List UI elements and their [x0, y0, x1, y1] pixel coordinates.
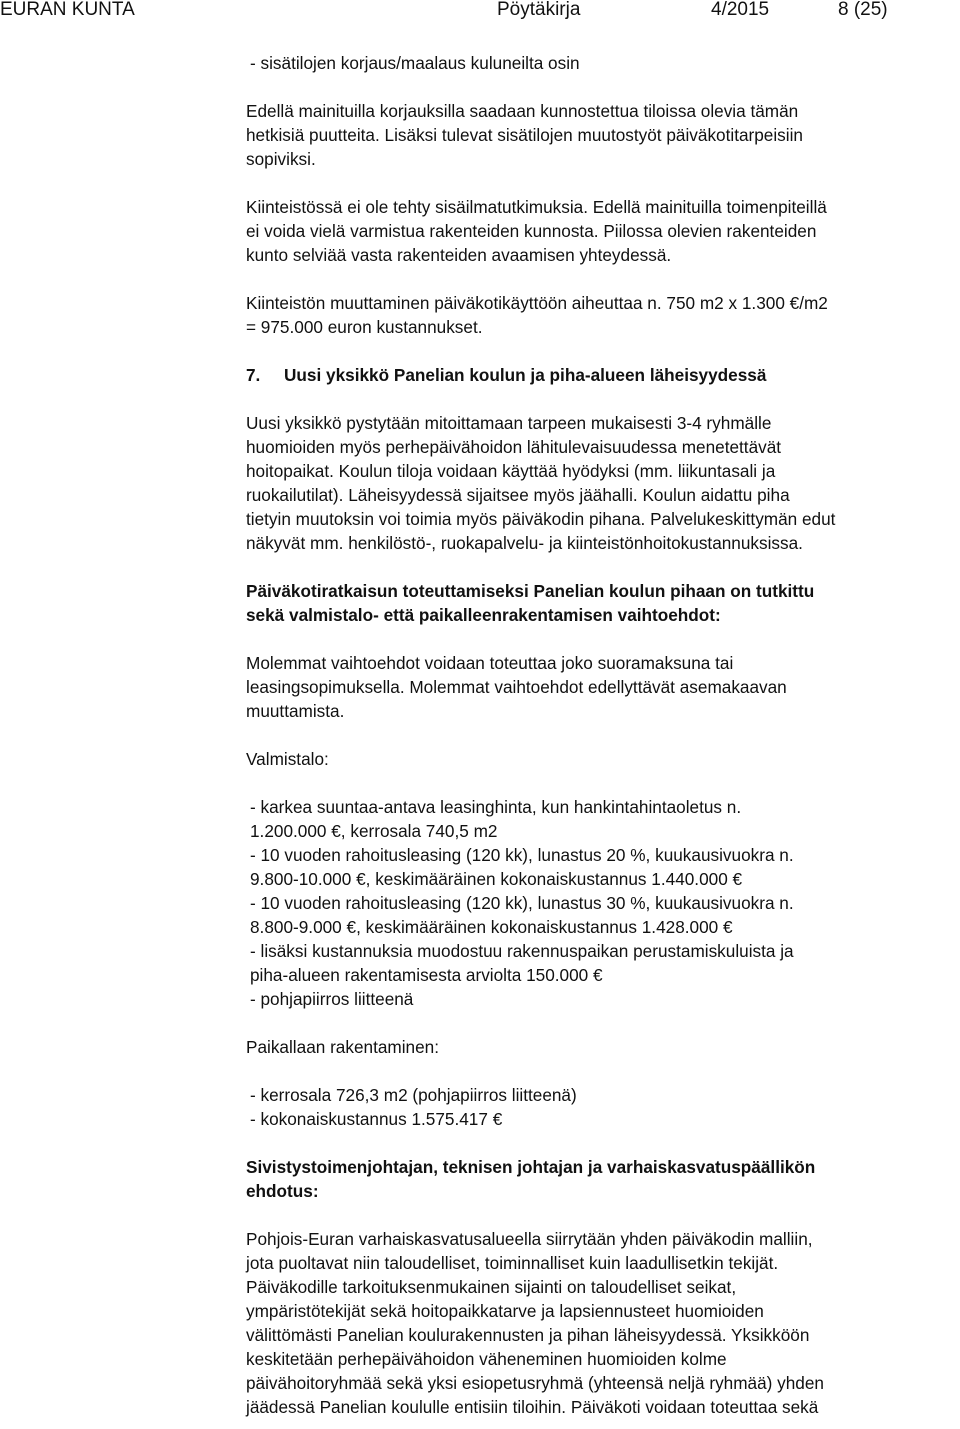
text-line: Kiinteistön muuttaminen päiväkotikäyttöön aiheuttaa n. 750 m2 x 1.300 €/m2: [246, 293, 828, 313]
list-item: - karkea suuntaa-antava leasinghinta, kun hankintahintaoletus n.: [250, 797, 742, 817]
list-item: - 10 vuoden rahoitusleasing (120 kk), lunastus 30 %, kuukausivuokra n.: [250, 893, 794, 913]
text-line: ei voida vielä varmistua rakenteiden kunnosta. Piilossa olevien rakenteiden: [246, 221, 817, 241]
header-organization: EURAN KUNTA: [0, 0, 135, 20]
heading-proposal: [246, 1155, 960, 1203]
text-line: jota puoltavat niin taloudelliset, toiminnalliset kuin laadullisetkin tekijät.: [246, 1253, 779, 1273]
list-item: - lisäksi kustannuksia muodostuu rakennuspaikan perustamiskuluista ja: [250, 941, 794, 961]
header-page-number: 8 (25): [838, 0, 888, 20]
document-body: [246, 51, 960, 1419]
text-line: Päiväkodille tarkoituksenmukainen sijainti on taloudelliset seikat,: [246, 1277, 737, 1297]
list-item: piha-alueen rakentamisesta arviolta 150.000 €: [250, 965, 603, 985]
paragraph-proposal: [246, 1227, 960, 1419]
text-line: leasingsopimuksella. Molemmat vaihtoehdot edellyttävät asemakaavan: [246, 677, 787, 697]
text-line: huomioiden myös perhepäivähoidon lähitulevaisuudessa menetettävät: [246, 437, 782, 457]
heading-line: Päiväkotiratkaisun toteuttamiseksi Panelian koulun pihaan on tutkittu: [246, 581, 815, 601]
list-item: - kokonaiskustannus 1.575.417 €: [250, 1109, 503, 1129]
list-item: 1.200.000 €, kerrosala 740,5 m2: [250, 821, 498, 841]
text-line: tietyin muutoksin voi toimia myös päiväkodin pihana. Palvelukeskittymän edut: [246, 509, 836, 529]
heading-alternatives: [246, 579, 960, 627]
heading-line: Sivistystoimenjohtajan, teknisen johtajan ja varhaiskasvatuspäällikön: [246, 1157, 816, 1177]
text-line: Pohjois-Euran varhaiskasvatusalueella siirrytään yhden päiväkodin malliin,: [246, 1229, 813, 1249]
text-line: Edellä mainituilla korjauksilla saadaan kunnostettua tiloissa olevia tämän: [246, 101, 799, 121]
list-item: - kerrosala 726,3 m2 (pohjapiirros liitteenä): [250, 1085, 577, 1105]
header-document-number: 4/2015: [711, 0, 770, 20]
text-line: sopiviksi.: [246, 149, 316, 169]
section-title: Uusi yksikkö Panelian koulun ja piha-alueen läheisyydessä: [284, 365, 767, 385]
text-line: näkyvät mm. henkilöstö-, ruokapalvelu- ja kiinteistönhoitokustannuksissa.: [246, 533, 803, 553]
paragraph-indoor-air: [246, 195, 960, 267]
text-line: hetkisiä puutteita. Lisäksi tulevat sisätilojen muutostyöt päiväkotitarpeisiin: [246, 125, 803, 145]
list-item: - 10 vuoden rahoitusleasing (120 kk), lunastus 20 %, kuukausivuokra n.: [250, 845, 794, 865]
paragraph-repairs: [246, 99, 960, 171]
text-line: hoitopaikat. Koulun tiloja voidaan käyttää hyödyksi (mm. liikuntasali ja: [246, 461, 776, 481]
list-item: 8.800-9.000 €, keskimääräinen kokonaiskustannus 1.428.000 €: [250, 917, 733, 937]
heading-line: sekä valmistalo- että paikalleenrakentamisen vaihtoehdot:: [246, 605, 721, 625]
list-item: - sisätilojen korjaus/maalaus kuluneilta osin: [250, 53, 580, 73]
text-line: keskitetään perhepäivähoidon väheneminen huomioiden kolme: [246, 1349, 727, 1369]
text-line: kunto selviää vasta rakenteiden avaamisen yhteydessä.: [246, 245, 672, 265]
label-valmistalo: Valmistalo:: [246, 749, 329, 769]
text-line: Kiinteistössä ei ole tehty sisäilmatutkimuksia. Edellä mainituilla toimenpiteillä: [246, 197, 827, 217]
header-document-type: Pöytäkirja: [497, 0, 581, 20]
text-line: Uusi yksikkö pystytään mitoittamaan tarpeen mukaisesti 3-4 ryhmälle: [246, 413, 772, 433]
text-line: jäädessä Panelian koululle entisiin tiloihin. Päiväkoti voidaan toteuttaa sekä: [246, 1397, 819, 1417]
text-line: Molemmat vaihtoehdot voidaan toteuttaa joko suoramaksuna tai: [246, 653, 734, 673]
list-item: 9.800-10.000 €, keskimääräinen kokonaiskustannus 1.440.000 €: [250, 869, 743, 889]
paragraph-both-options: [246, 651, 960, 723]
label-paikallaan: Paikallaan rakentaminen:: [246, 1037, 439, 1057]
paragraph-conversion-cost: [246, 291, 960, 339]
page-header: [0, 0, 960, 24]
text-line: ruokailutilat). Läheisyydessä sijaitsee myös jäähalli. Koulun aidattu piha: [246, 485, 790, 505]
text-line: päivähoitoryhmää sekä yksi esiopetusryhmä (yhteensä neljä ryhmää) yhden: [246, 1373, 824, 1393]
list-paikallaan: [246, 1083, 960, 1131]
text-line: välittömästi Panelian koulurakennusten ja pihan läheisyydessä. Yksikköön: [246, 1325, 810, 1345]
text-line: muuttamista.: [246, 701, 345, 721]
section-number: 7.: [246, 365, 261, 385]
paragraph-new-unit: [246, 411, 960, 555]
section-heading-7: [246, 363, 960, 387]
list-valmistalo: [246, 795, 960, 1011]
heading-line: ehdotus:: [246, 1181, 319, 1201]
list-item: - pohjapiirros liitteenä: [250, 989, 414, 1009]
text-line: = 975.000 euron kustannukset.: [246, 317, 483, 337]
text-line: ympäristötekijät sekä hoitopaikkatarve ja lapsiennusteet huomioiden: [246, 1301, 764, 1321]
